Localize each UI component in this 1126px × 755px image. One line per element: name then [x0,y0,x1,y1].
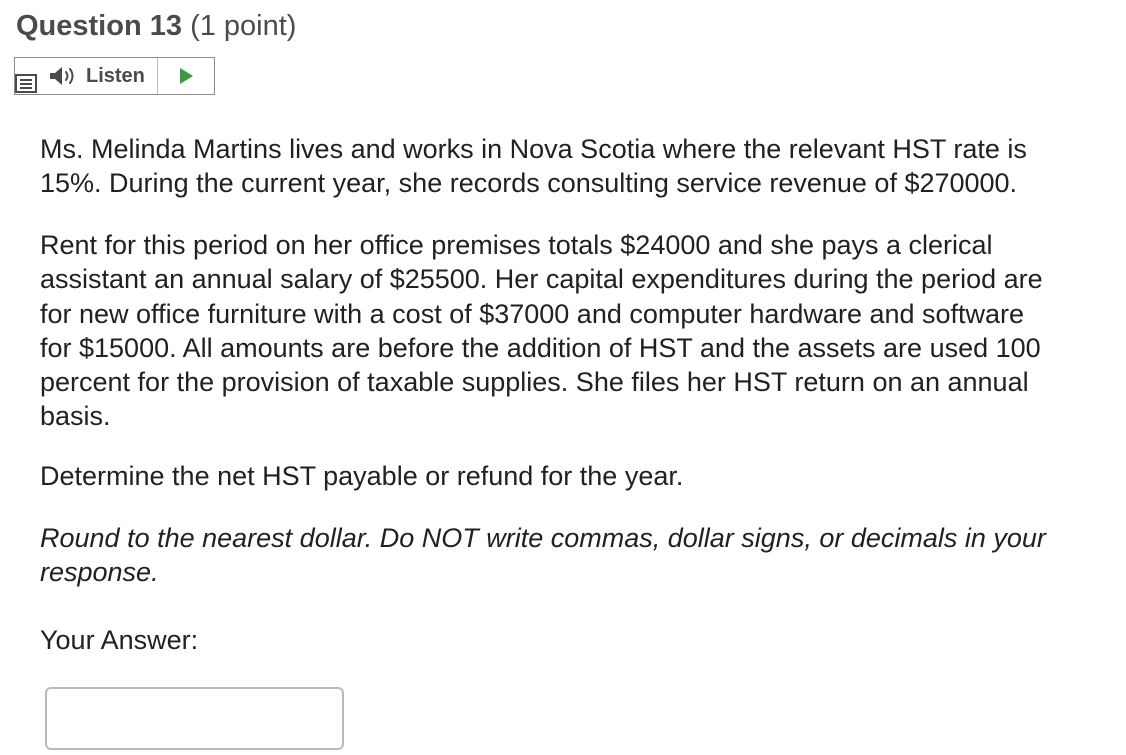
question-paragraph: Rent for this period on her office premises totals $24000 and she pays a clerical assistant an annual salary of $25500. Her capital expenditures during the period are for new office furniture with a cost of $37000 and computer hardware and software for $15000. All amounts are before the addition of HST and the assets are used 100 percent for the provision of taxable supplies. She files her HST return on an annual basis. [40,230,1043,432]
question-title [16,6,296,46]
answer-instruction: Round to the nearest dollar. Do NOT write commas, dollar signs, or decimals in your response. [40,523,1046,588]
listen-label: Listen [86,65,145,87]
speaker-icon [48,65,84,87]
play-button[interactable] [158,58,214,94]
menu-icon[interactable] [15,74,37,93]
question-points: (1 point) [190,10,297,42]
listen-toolbar [14,57,215,95]
listen-button[interactable] [15,58,158,94]
answer-label: Your Answer: [40,625,199,655]
question-prompt: Determine the net HST payable or refund for the year. [40,461,684,491]
question-paragraph: Ms. Melinda Martins lives and works in Nova Scotia where the relevant HST rate is 15%. During the current year, she records consulting service revenue of $270000. [40,134,1027,199]
question-number: Question 13 [16,10,182,42]
play-icon [178,67,194,85]
answer-input[interactable] [45,687,344,750]
